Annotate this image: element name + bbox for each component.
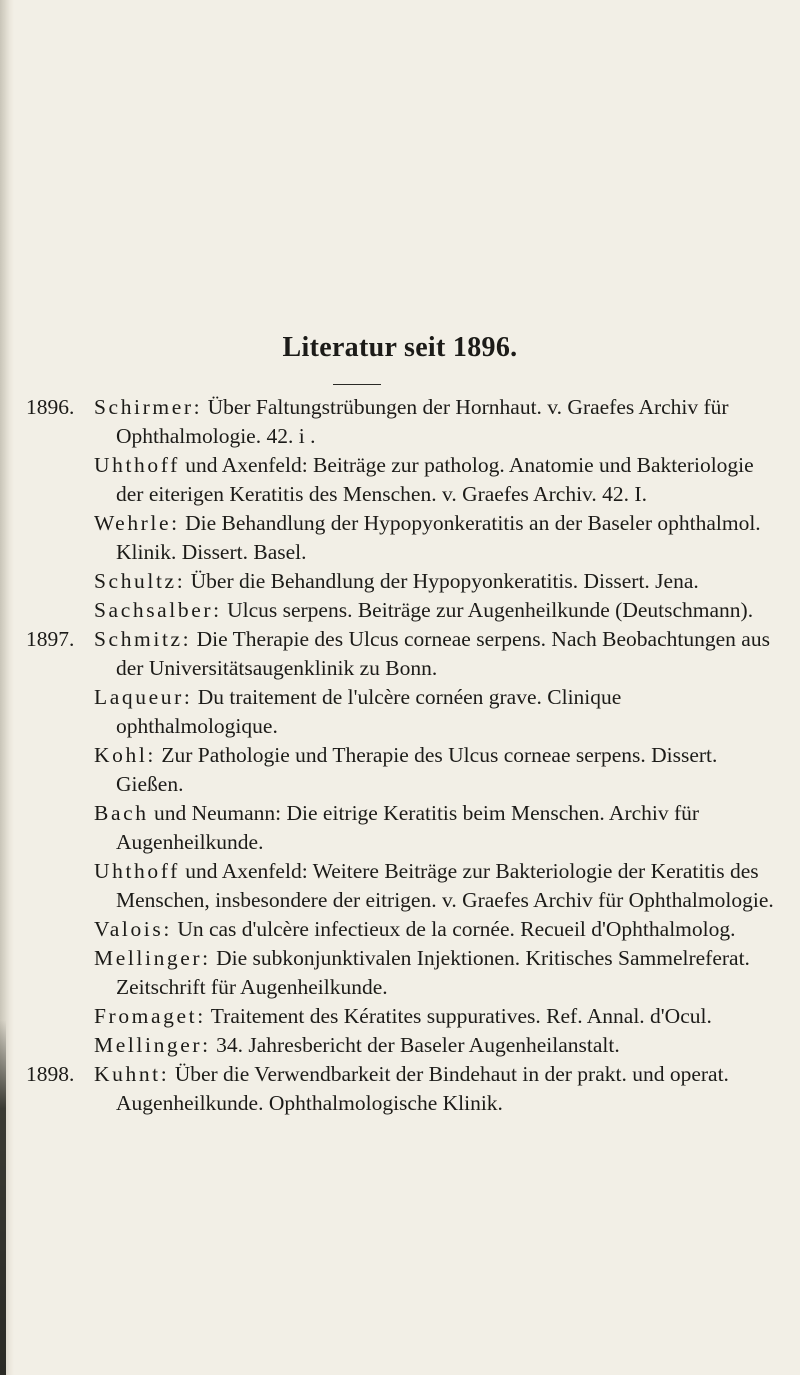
entry-text: und Axenfeld: Beiträge zur patholog. Anatomie und Bakteriologie der eiterigen Keratitis des Menschen. v. Graefes Archiv. 42. I.	[116, 453, 754, 506]
author: Uhthoff	[94, 859, 180, 883]
entry-text: Über Faltungstrübungen der Hornhaut. v. Graefes Archiv für Ophthalmologie. 42. i .	[116, 395, 729, 448]
bibliography	[26, 393, 786, 1118]
author: Schmitz:	[94, 627, 192, 651]
author: Uhthoff	[94, 453, 180, 477]
entry-text: Un cas d'ulcère infectieux de la cornée. Recueil d'Ophthalmolog.	[177, 917, 736, 941]
author: Mellinger:	[94, 1033, 211, 1057]
author: Schirmer:	[94, 395, 203, 419]
bib-entry	[94, 596, 786, 625]
entry-text: Zur Pathologie und Therapie des Ulcus corneae serpens. Dissert. Gießen.	[116, 743, 718, 796]
page-title: Literatur seit 1896.	[282, 332, 518, 363]
bib-entry	[94, 1060, 786, 1118]
entry-text: und Neumann: Die eitrige Keratitis beim Menschen. Archiv für Augenheilkunde.	[116, 801, 700, 854]
author: Valois:	[94, 917, 172, 941]
entry-text: Die subkonjunktivalen Injektionen. Kritisches Sammelreferat. Zeitschrift für Augenheilkunde.	[116, 946, 750, 999]
author: Kuhnt:	[94, 1062, 170, 1086]
bib-entry	[94, 915, 786, 944]
entry-text: Über die Verwendbarkeit der Bindehaut in der prakt. und operat. Augenheilkunde. Ophthalmologische Klinik.	[116, 1062, 729, 1115]
year-label: 1897.	[26, 627, 75, 651]
year-label: 1896.	[26, 395, 75, 419]
binding-edge	[0, 1020, 6, 1375]
author: Laqueur:	[94, 685, 193, 709]
bib-entry	[94, 741, 786, 799]
entry-list	[94, 625, 786, 1060]
author: Fromaget:	[94, 1004, 206, 1028]
entry-text: Du traitement de l'ulcère cornéen grave. Clinique ophthalmologique.	[116, 685, 622, 738]
entry-list	[94, 393, 786, 625]
entry-text: Über die Behandlung der Hypopyonkeratitis. Dissert. Jena.	[190, 569, 699, 593]
author: Schultz:	[94, 569, 186, 593]
year-section-1898	[26, 1060, 786, 1118]
entry-text: und Axenfeld: Weitere Beiträge zur Bakteriologie der Keratitis des Menschen, insbesondere der eitrigen. v. Graefes Archiv für Ophthalmologie.	[116, 859, 774, 912]
bib-entry	[94, 944, 786, 1002]
entry-text: Ulcus serpens. Beiträge zur Augenheilkunde (Deutschmann).	[227, 598, 754, 622]
bib-entry	[94, 509, 786, 567]
bib-entry	[94, 857, 786, 915]
title-divider	[333, 384, 381, 385]
entry-text: Die Behandlung der Hypopyonkeratitis an der Baseler ophthalmol. Klinik. Dissert. Basel.	[116, 511, 761, 564]
author: Bach	[94, 801, 149, 825]
bib-entry	[94, 625, 786, 683]
entry-text: 34. Jahresbericht der Baseler Augenheilanstalt.	[216, 1033, 620, 1057]
year-section-1897	[26, 625, 786, 1060]
bib-entry	[94, 683, 786, 741]
bib-entry	[94, 451, 786, 509]
entry-text: Die Therapie des Ulcus corneae serpens. Nach Beobachtungen aus der Universitätsaugenklinik zu Bonn.	[116, 627, 770, 680]
entry-list	[94, 1060, 786, 1118]
author: Sachsalber:	[94, 598, 222, 622]
author: Mellinger:	[94, 946, 211, 970]
year-label: 1898.	[26, 1062, 75, 1086]
author: Wehrle:	[94, 511, 180, 535]
bib-entry	[94, 1031, 786, 1060]
author: Kohl:	[94, 743, 156, 767]
year-section-1896	[26, 393, 786, 625]
bib-entry	[94, 567, 786, 596]
entry-text: Traitement des Kératites suppuratives. Ref. Annal. d'Ocul.	[210, 1004, 712, 1028]
bib-entry	[94, 799, 786, 857]
bib-entry	[94, 1002, 786, 1031]
bib-entry	[94, 393, 786, 451]
